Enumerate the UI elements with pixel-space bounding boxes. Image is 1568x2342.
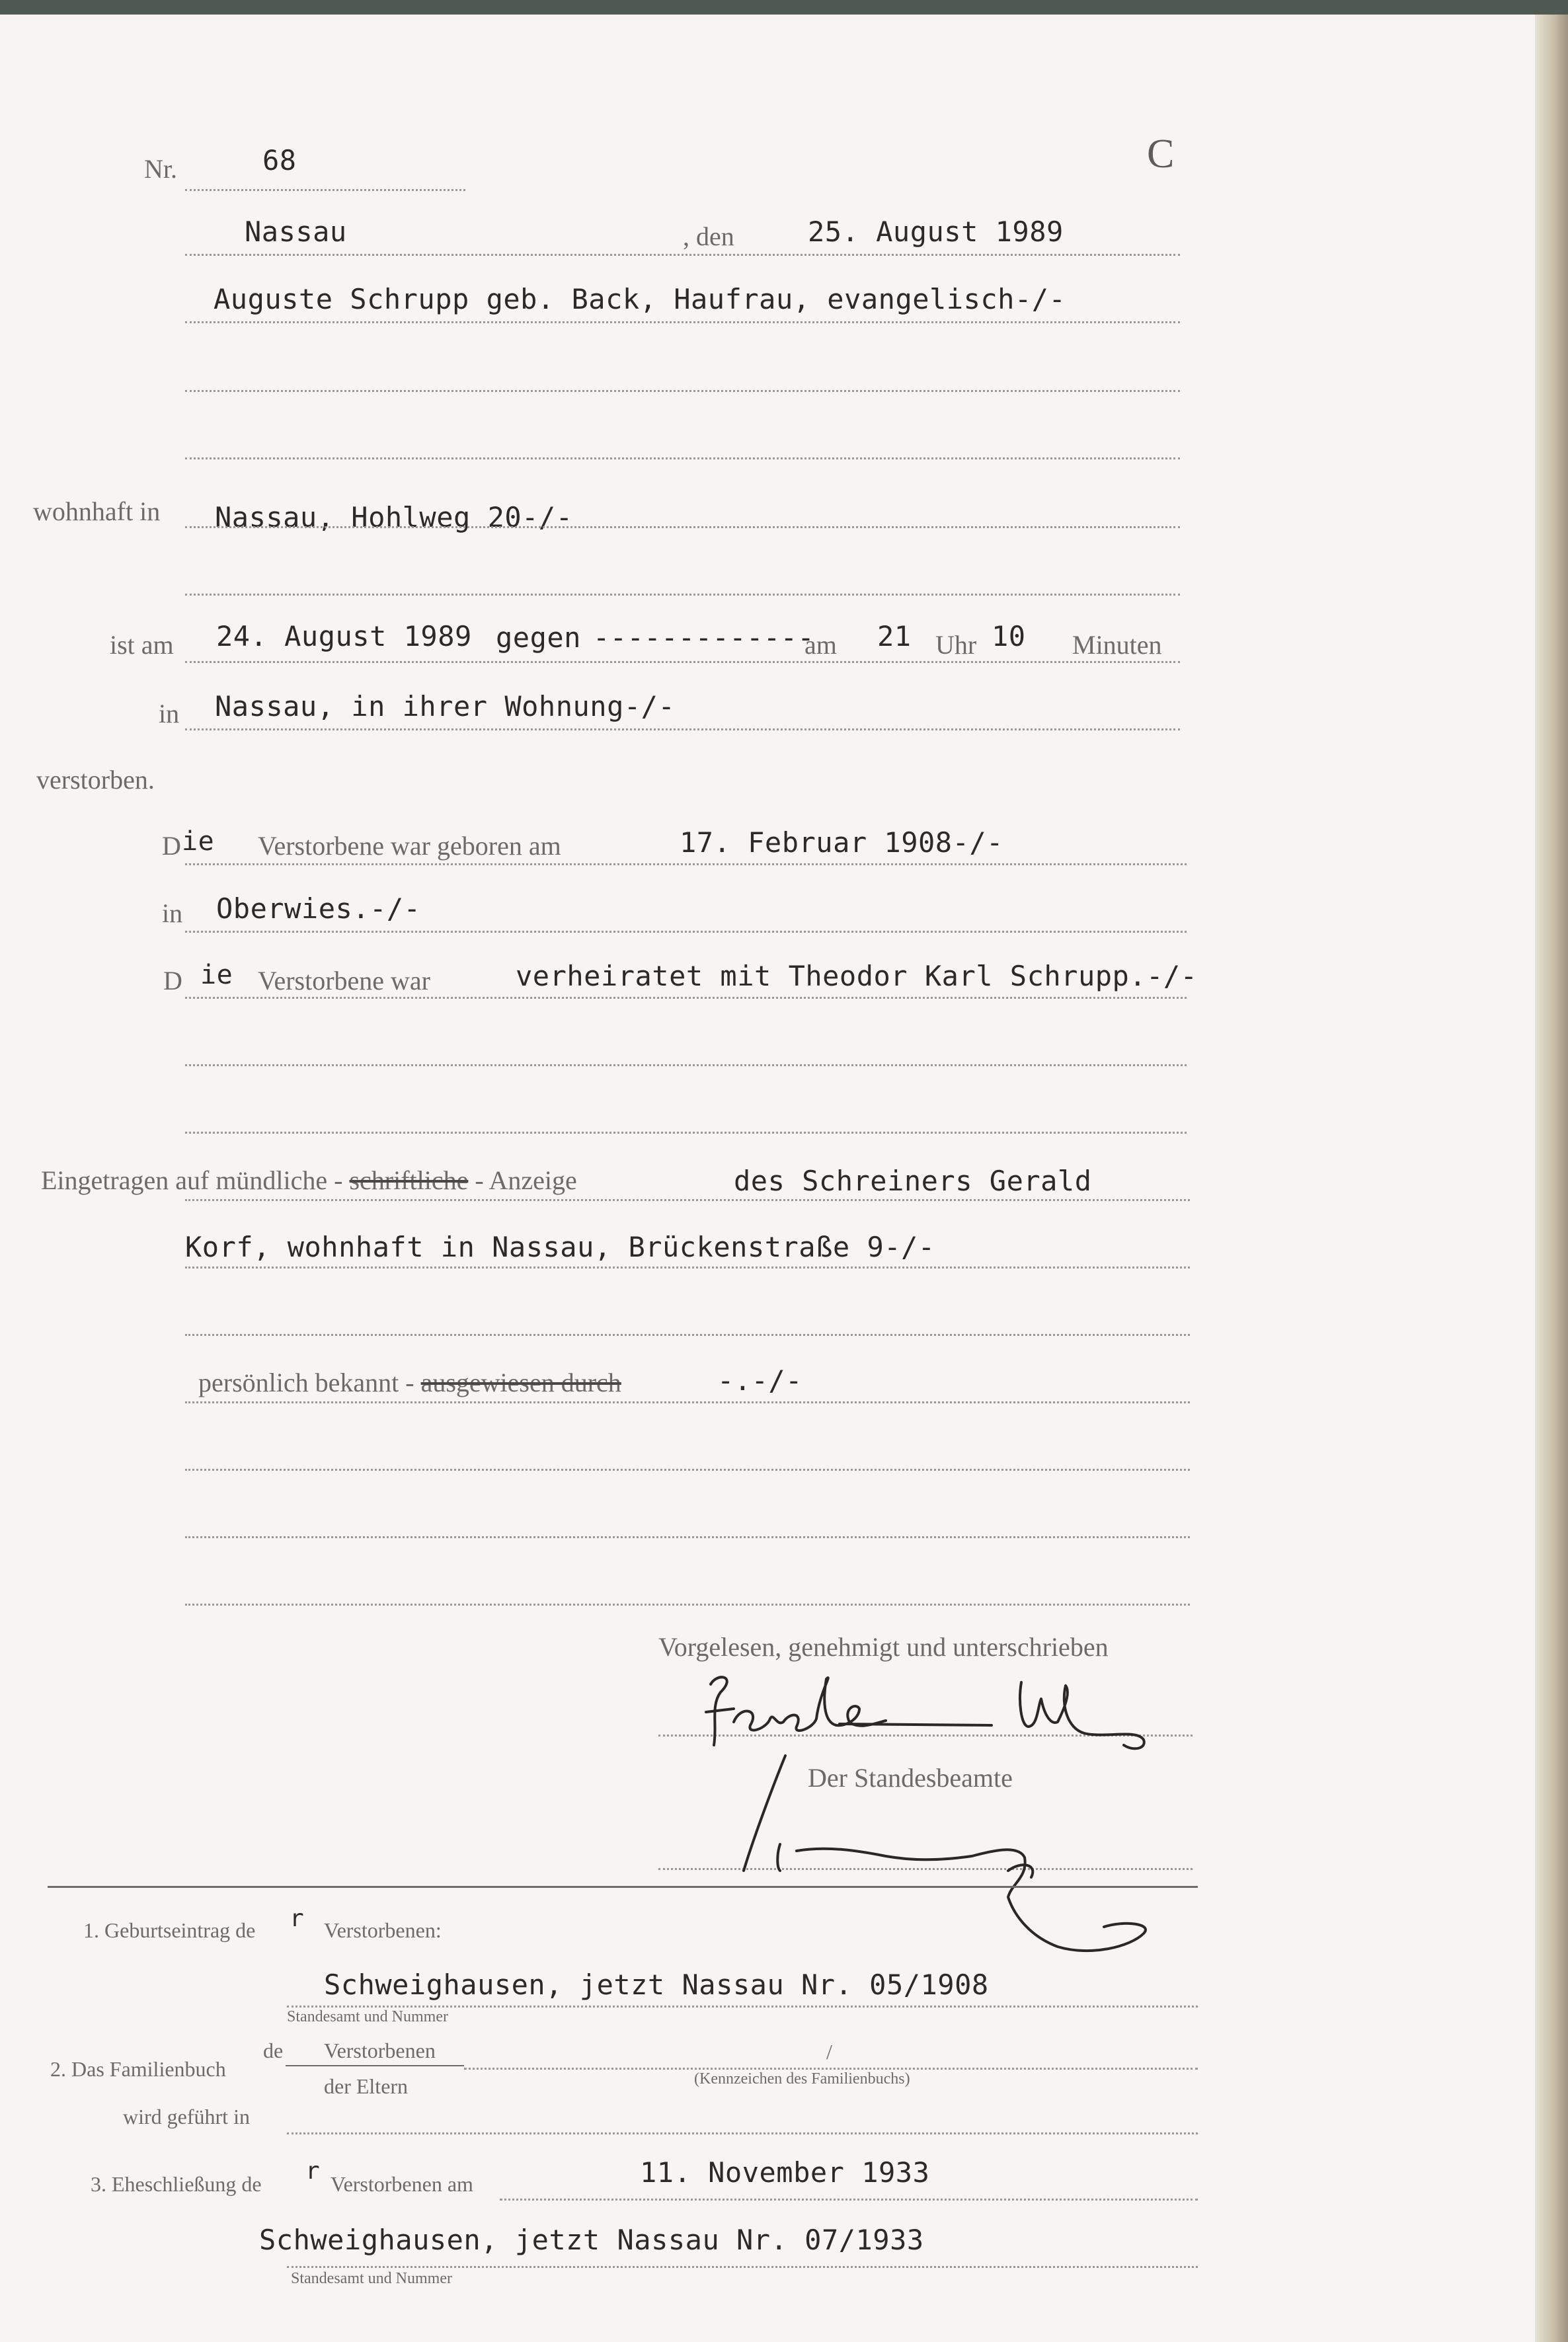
born-label: Verstorbene war geboren am [258, 831, 561, 861]
family-book-label: 2. Das Familienbuch [50, 2057, 226, 2081]
uhr-label: Uhr [935, 630, 977, 660]
minuten-label: Minuten [1072, 630, 1162, 660]
birth-entry-label: 1. Geburtseintrag de [83, 1918, 256, 1942]
death-hour: 21 [877, 620, 912, 652]
death-place: Nassau, in ihrer Wohnung-/- [215, 690, 676, 722]
registry-date: 25. August 1989 [808, 215, 1064, 248]
nr-label: Nr. [144, 154, 177, 184]
section-divider [48, 1886, 1198, 1888]
office-number-caption: Standesamt und Nummer [287, 2008, 448, 2025]
d-prefix: D [162, 831, 181, 861]
family-book-choice-deceased: Verstorbenen [324, 2039, 436, 2062]
identification-suffix: -.-/- [717, 1364, 803, 1397]
family-book-id-caption: (Kennzeichen des Familienbuchs) [694, 2070, 910, 2088]
registry-place: Nassau [245, 215, 347, 248]
residence-value: Nassau, Hohlweg 20-/- [215, 501, 573, 533]
d-prefix-2: D [163, 966, 182, 995]
birth-entry-label-2: Verstorbenen: [324, 1918, 442, 1942]
birth-date: 17. Februar 1908-/- [680, 826, 1003, 859]
family-book-location-label: wird geführt in [123, 2105, 250, 2128]
death-place-label: in [159, 699, 180, 728]
informant-line-2: Korf, wohnhaft in Nassau, Brückenstraße 9-/- [185, 1231, 935, 1263]
identification-label: persönlich bekannt - ausgewiesen durch [198, 1368, 621, 1397]
am-label: am [804, 630, 837, 660]
marriage-date-line [500, 2199, 1198, 2201]
residence-label: wohnhaft in [33, 496, 161, 526]
birth-entry-gender: r [290, 1905, 304, 1932]
gender-suffix: ie [182, 826, 215, 857]
birth-entry-value: Schweighausen, jetzt Nassau Nr. 05/1908 [324, 1969, 989, 2001]
marriage-label-2: Verstorbenen am [331, 2172, 473, 2196]
marriage-office: Schweighausen, jetzt Nassau Nr. 07/1933 [259, 2224, 924, 2256]
entry-number: 68 [262, 144, 297, 176]
birth-place: Oberwies.-/- [216, 892, 421, 925]
read-approved-label: Vorgelesen, genehmigt und unterschrieben [658, 1632, 1109, 1662]
marriage-office-line [287, 2266, 1198, 2268]
family-book-line [464, 2068, 1198, 2070]
marriage-date: 11. November 1933 [640, 2156, 930, 2189]
family-book-choice-parents: der Eltern [324, 2074, 409, 2098]
den-label: , den [683, 221, 734, 251]
deceased-identity: Auguste Schrupp geb. Back, Haufrau, evangelisch-/- [214, 283, 1066, 315]
registration-label: Eingetragen auf mündliche - schriftliche - Anzeige [41, 1165, 577, 1195]
marriage-gender: r [305, 2158, 320, 2185]
birth-entry-line [287, 2006, 1198, 2008]
gender-suffix-2: ie [200, 960, 233, 990]
office-number-caption-2: Standesamt und Nummer [291, 2270, 452, 2287]
death-date-label: ist am [110, 630, 174, 660]
gegen-label: gegen [496, 621, 581, 654]
death-minutes: 10 [992, 620, 1026, 652]
gegen-dashes: ------------- [593, 621, 815, 654]
death-date: 24. August 1989 [216, 620, 472, 652]
family-book-slash: / [826, 2040, 832, 2064]
marital-status: verheiratet mit Theodor Karl Schrupp.-/- [516, 960, 1198, 992]
family-book-de: de [263, 2039, 284, 2062]
registrar-label: Der Standesbeamte [808, 1763, 1013, 1793]
verstorben-label: verstorben. [36, 765, 155, 795]
marriage-label: 3. Eheschließung de [91, 2172, 262, 2196]
informant-line-1: des Schreiners Gerald [734, 1165, 1092, 1197]
register-letter: C [1147, 132, 1175, 176]
married-label: Verstorbene war [258, 966, 430, 995]
family-book-choice-divider [286, 2065, 464, 2066]
birth-place-label: in [162, 898, 183, 928]
family-book-location-line [287, 2132, 1198, 2134]
